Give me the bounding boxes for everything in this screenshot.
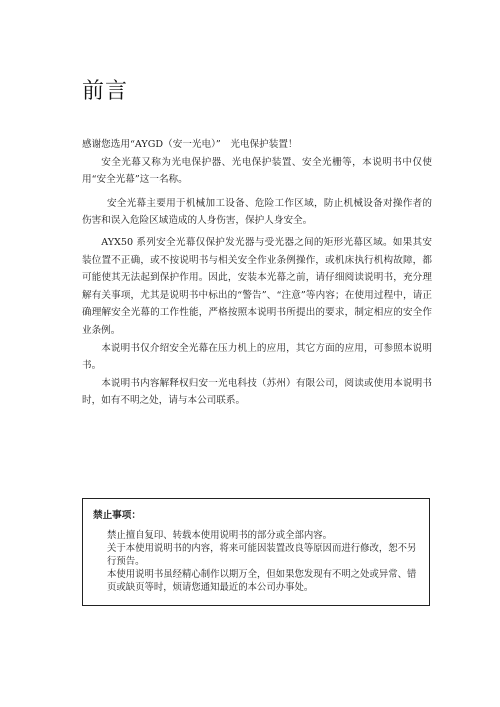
paragraph-copyright: 本说明书内容解释权归安一光电科技（苏州）有限公司，阅读或使用本说明书时，如有不明之处，请与本公司联系。 bbox=[82, 377, 432, 407]
paragraph-application: 本说明书仅介绍安全光幕在压力机上的应用，其它方面的应用，可参照本说明书。 bbox=[82, 342, 432, 372]
paragraph-purpose: 安全光幕主要用于机械加工设备、危险工作区域，防止机械设备对操作者的伤害和误入危险区域造成的人身伤害，保护人身安全。 bbox=[82, 197, 432, 227]
paragraph-protection-scope: AYX50 系列安全光幕仅保护发光器与受光器之间的矩形光幕区域。如果其安装位置不正确，或不按说明书与相关安全作业条例操作，或机床执行机构故障，都可能使其无法起到保护作用。因此，安装本光幕之前，请仔细阅读说明书，充分理解有关事项，尤其是说明书中标出的“警告”、“注意”等内容；在使用过程中，请正确理解安全光幕的工作性能，严格按照本说明书所提出的要求，制定相应的安全作业条例。 bbox=[82, 236, 432, 336]
notice-lines bbox=[93, 529, 419, 594]
preface-body bbox=[82, 136, 432, 410]
notice-line: 关于本使用说明书的内容，将来可能因装置改良等原因而进行修改，恕不另行预告。 bbox=[107, 543, 417, 567]
notice-line: 本使用说明书虽经精心制作以期万全，但如果您发现有不明之处或异常、错页或缺页等时，烦请您通知最近的本公司办事处。 bbox=[107, 569, 417, 593]
paragraph-thanks: 感谢您选用“AYGD（安一光电）” 光电保护装置！ bbox=[82, 139, 298, 150]
page-title: 前言 bbox=[82, 79, 129, 104]
notice-line: 禁止擅自复印、转载本使用说明书的部分或全部内容。 bbox=[107, 530, 333, 541]
notice-title: 禁止事项： bbox=[93, 510, 141, 521]
paragraph-name-definition: 安全光幕又称为光电保护器、光电保护装置、安全光栅等，本说明书中仅使用“安全光幕”这一名称。 bbox=[82, 156, 432, 186]
prohibition-notice-box bbox=[82, 498, 430, 606]
